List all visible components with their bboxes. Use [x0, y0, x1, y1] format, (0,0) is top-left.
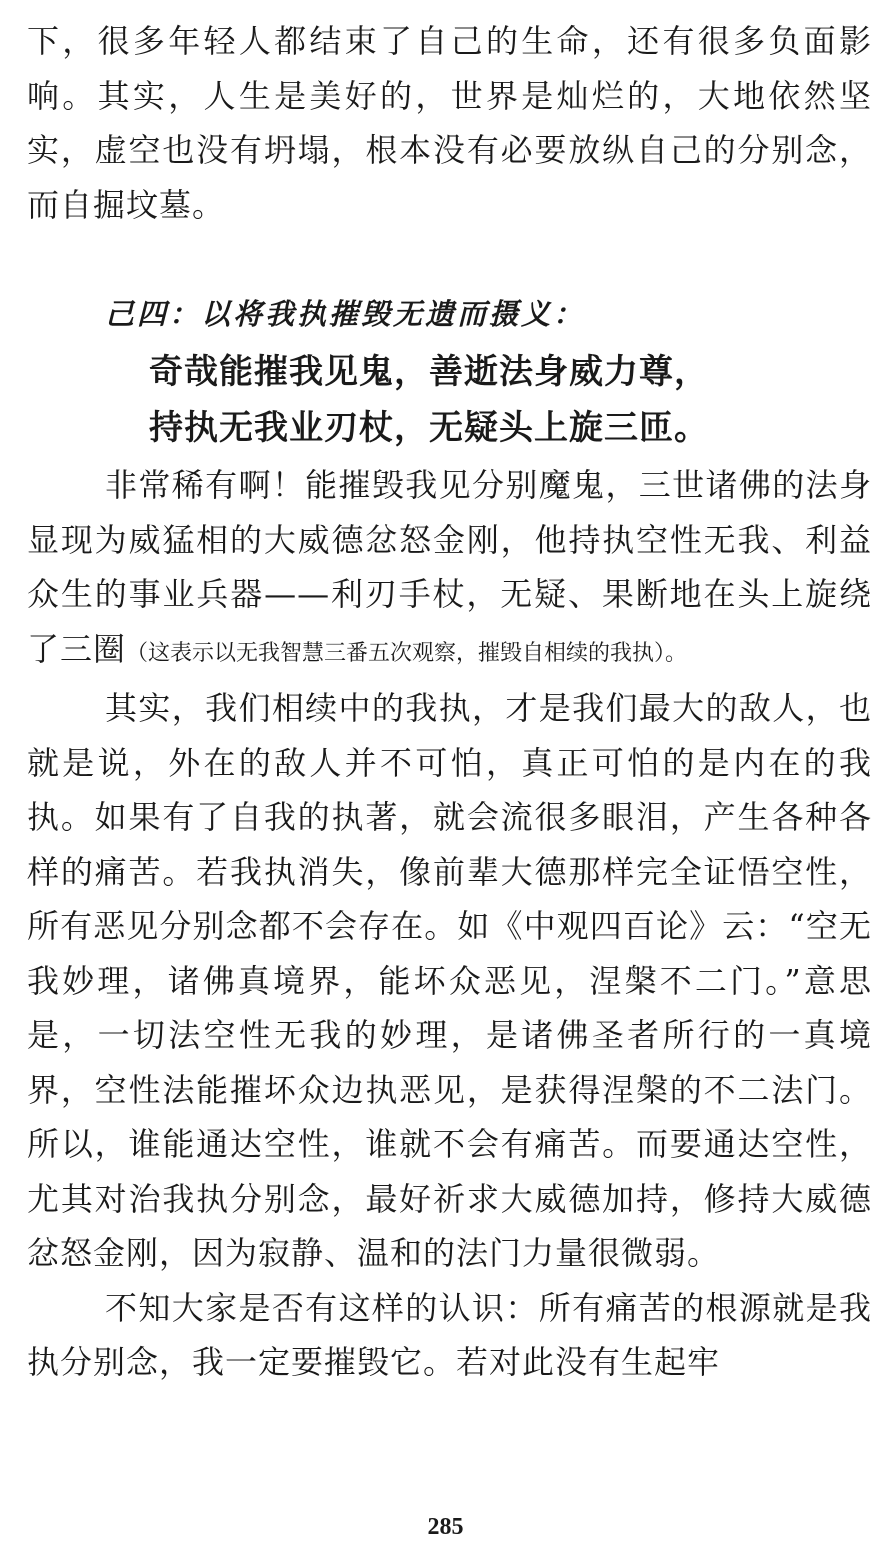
- verse-line-1: 奇哉能摧我见鬼，善逝法身威力尊，: [149, 352, 709, 392]
- paragraph-explanation: 其实，我们相续中的我执，才是我们最大的敌人，也就是说，外在的敌人并不可怕，真正可怕的是内在的我执。如果有了自我的执著，就会流很多眼泪，产生各种各样的痛苦。若我执消失，像前辈大德那样完全证悟空性，所有恶见分别念都不会存在。如《中观四百论》云：“空无我妙理，诸佛真境界，能坏众恶见，涅槃不二门。”意思是，一切法空性无我的妙理，是诸佛圣者所行的一真境界，空性法能摧坏众边执恶见，是获得涅槃的不二法门。所以，谁能通达空性，谁就不会有痛苦。而要通达空性，尤其对治我执分别念，最好祈求大威德加持，修持大威德忿怒金刚，因为寂静、温和的法门力量很微弱。: [27, 689, 872, 1272]
- paragraph-continued: 下，很多年轻人都结束了自己的生命，还有很多负面影响。其实，人生是美好的，世界是灿烂的，大地依然坚实，虚空也没有坍塌，根本没有必要放纵自己的分别念，而自掘坟墓。: [27, 22, 872, 224]
- page-body: [27, 14, 872, 1390]
- paragraph-closing: 不知大家是否有这样的认识：所有痛苦的根源就是我执分别念，我一定要摧毁它。若对此没有生起牢: [27, 1288, 872, 1381]
- verse-line-2: 持执无我业刃杖，无疑头上旋三匝。: [149, 408, 709, 448]
- verse-block: [27, 344, 872, 456]
- page-number: 285: [427, 1514, 464, 1540]
- paragraph-commentary: [27, 458, 872, 681]
- commentary-text: 非常稀有啊！能摧毁我见分别魔鬼，三世诸佛的法身显现为威猛相的大威德忿怒金刚，他持执空性无我、利益众生的事业兵器——利刃手杖，无疑、果断地在头上旋绕了三圈: [27, 466, 872, 668]
- commentary-note: （这表示以无我智慧三番五次观察，摧毁自相续的我执）。: [126, 640, 688, 666]
- section-heading: 己四：以将我执摧毁无遗而摄义：: [105, 297, 586, 331]
